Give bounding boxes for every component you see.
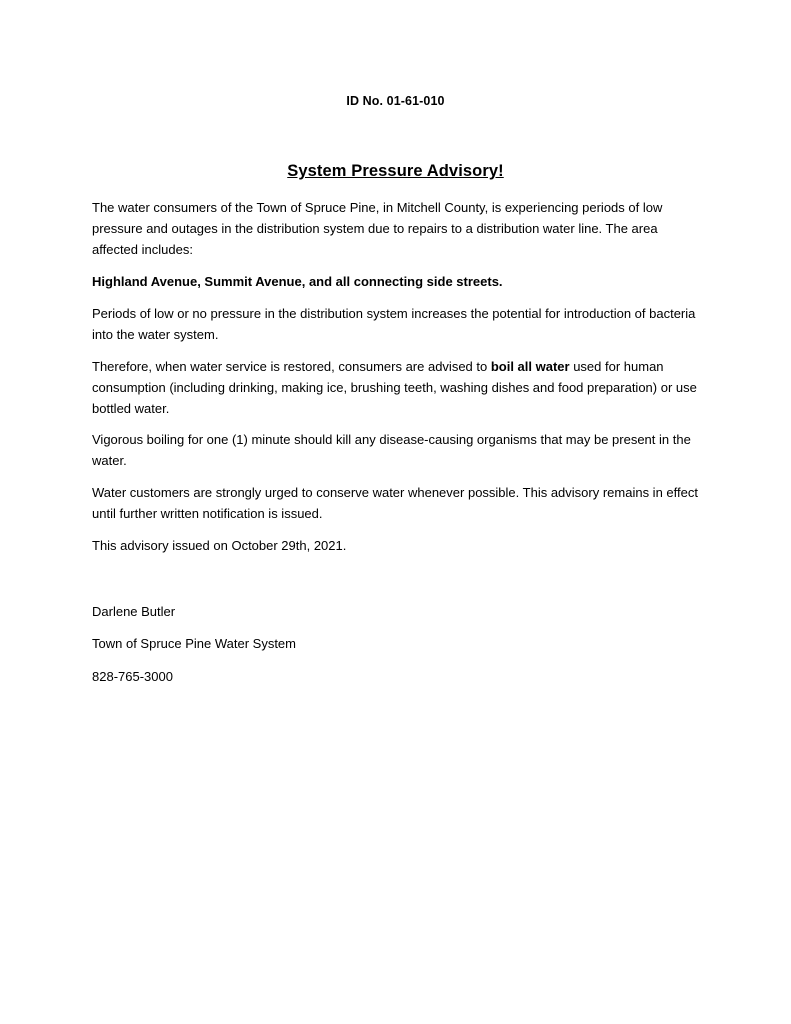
affected-area: Highland Avenue, Summit Avenue, and all connecting side streets. (92, 274, 503, 289)
issued-date: This advisory issued on October 29th, 2021. (92, 538, 347, 553)
paragraph-boil-instructions (92, 356, 704, 419)
signatory-name: Darlene Butler (92, 604, 176, 619)
signatory-organization: Town of Spruce Pine Water System (92, 636, 296, 651)
boil-all-water-emphasis: boil all water (490, 359, 570, 374)
contact-phone: 828-765-3000 (92, 669, 173, 684)
document-id-number: ID No. 01-61-010 (346, 94, 445, 108)
paragraph-conservation: Water customers are strongly urged to conserve water whenever possible. This advisory remains in effect until further written notification is issued. (92, 485, 698, 521)
paragraph-situation: The water consumers of the Town of Spruce Pine, in Mitchell County, is experiencing periods of low pressure and outages in the distribution system due to repairs to a distribution water line. The area affected includes: (92, 200, 663, 257)
advisory-title: System Pressure Advisory! (287, 162, 504, 180)
paragraph-boiling-guidance: Vigorous boiling for one (1) minute should kill any disease-causing organisms that may be present in the water. (92, 432, 691, 468)
paragraph-risk: Periods of low or no pressure in the distribution system increases the potential for introduction of bacteria into the water system. (92, 306, 696, 342)
boil-instructions-lead: Therefore, when water service is restored, consumers are advised to (92, 359, 491, 374)
boil-instructions-rest: used for human consumption (including drinking, making ice, brushing teeth, washing dishes and food preparation) or use bottled water. (92, 359, 697, 416)
